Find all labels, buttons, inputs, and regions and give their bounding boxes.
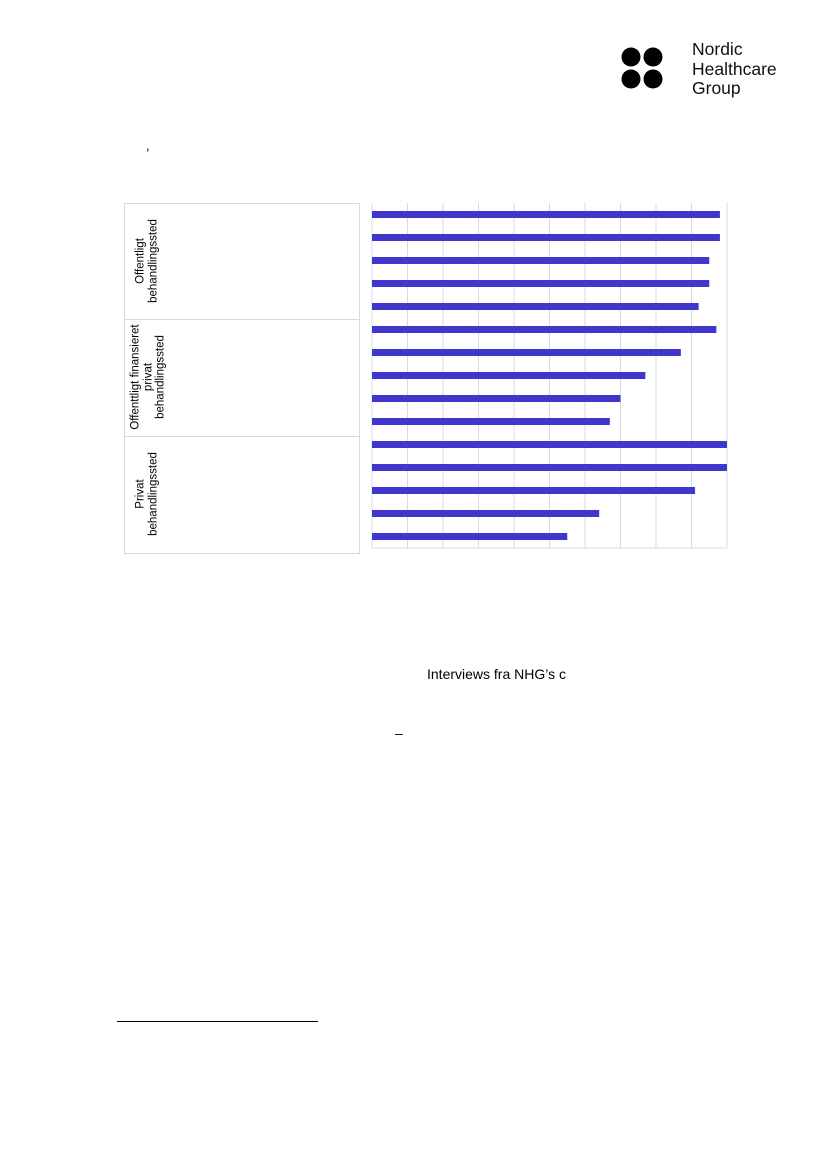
- bar: [372, 280, 709, 287]
- bar-chart: [370, 203, 730, 555]
- chart-category-panel: [124, 203, 360, 553]
- group-label-line: behandlingssted: [154, 335, 167, 419]
- bar: [372, 326, 716, 333]
- bar: [372, 372, 645, 379]
- company-logo-wordmark: [692, 40, 812, 99]
- text-fragment-comma: ,: [146, 138, 150, 153]
- logo-line: Nordic: [692, 39, 743, 59]
- group-label: [135, 219, 160, 303]
- group-label-line: Offentligt: [134, 238, 147, 284]
- group-label: [129, 324, 167, 429]
- logo-line: Group: [692, 78, 741, 98]
- group-label-line: privat: [141, 362, 154, 392]
- group-label: [135, 452, 160, 536]
- bar: [372, 533, 567, 540]
- text-fragment-dash: –: [395, 725, 403, 741]
- bar: [372, 234, 720, 241]
- group-label-line: Offenttligt finansieret: [129, 324, 142, 430]
- logo-line: Healthcare: [692, 58, 777, 79]
- bar: [372, 257, 709, 264]
- bar: [372, 303, 699, 310]
- group-label-line: Privat: [134, 479, 147, 509]
- bar: [372, 441, 727, 448]
- logo-dots-icon: [620, 46, 668, 92]
- bar: [372, 487, 695, 494]
- bar: [372, 464, 727, 471]
- footnote-separator: [117, 1021, 318, 1022]
- caption-fragment: Interviews fra NHG’s c: [427, 666, 566, 682]
- bar: [372, 349, 681, 356]
- group-label-line: behandlingssted: [147, 219, 159, 303]
- bar: [372, 211, 720, 218]
- bar: [372, 395, 621, 402]
- group-label-line: behandlingssted: [147, 452, 159, 536]
- bar: [372, 418, 610, 425]
- bar: [372, 510, 599, 517]
